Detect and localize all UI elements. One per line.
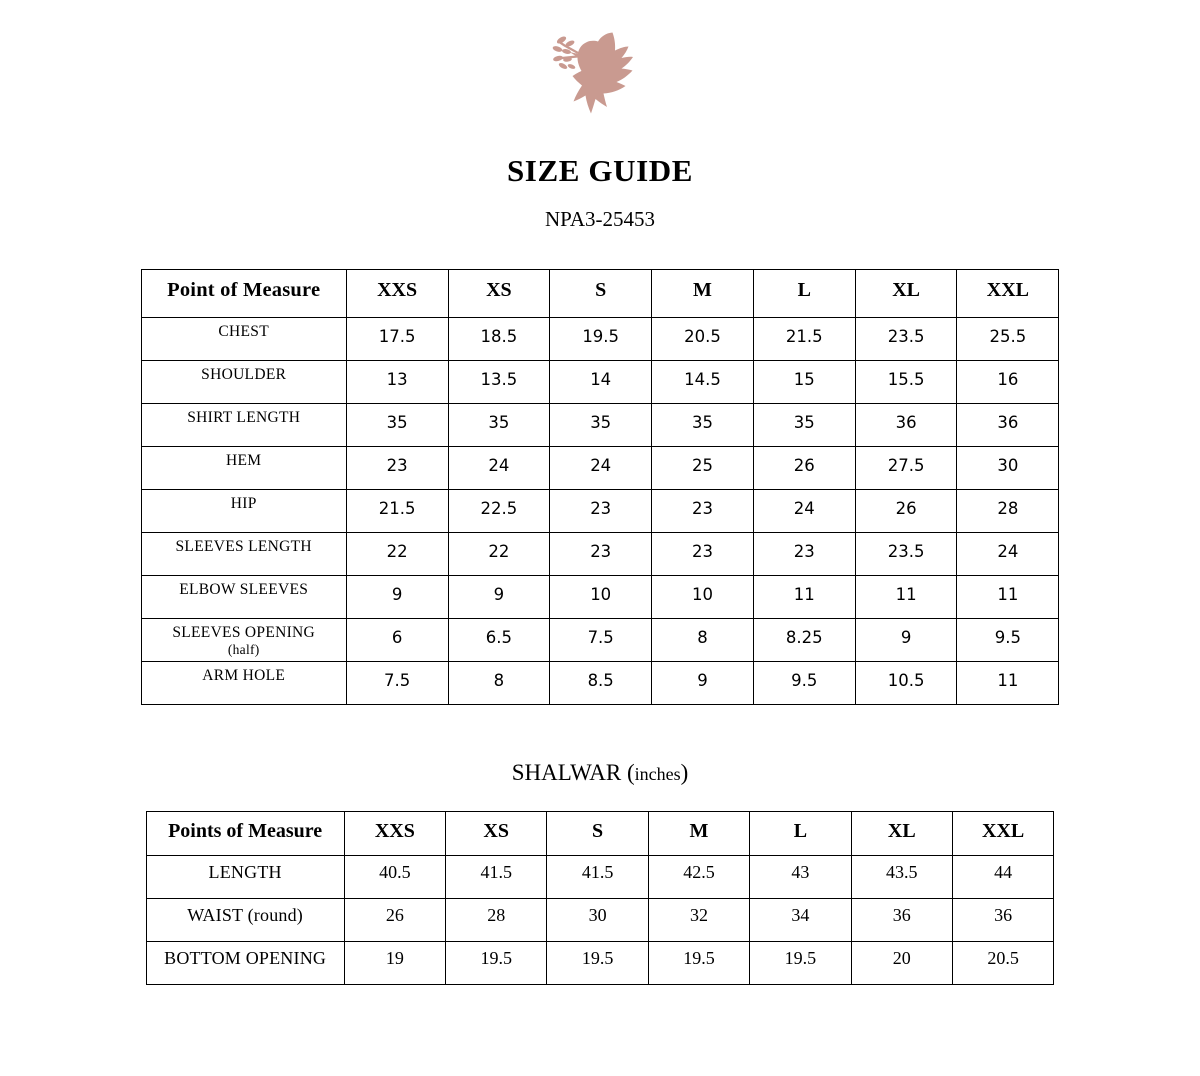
cell-value: 35 <box>346 404 448 447</box>
cell-value: 43 <box>750 856 851 899</box>
cell-value: 14 <box>550 361 652 404</box>
shalwar-header-m: M <box>648 812 749 856</box>
shirt-header-xs: XS <box>448 270 550 318</box>
cell-value: 19.5 <box>547 942 648 985</box>
cell-value: 10 <box>550 576 652 619</box>
shirt-measurements-table <box>141 269 1060 705</box>
cell-value: 28 <box>957 490 1059 533</box>
cell-value: 41.5 <box>446 856 547 899</box>
table-row <box>141 447 1059 490</box>
row-label: HIP <box>141 490 346 533</box>
cell-value: 28 <box>446 899 547 942</box>
cell-value: 19.5 <box>550 318 652 361</box>
cell-value: 36 <box>851 899 952 942</box>
cell-value: 36 <box>952 899 1053 942</box>
paren-close: ) <box>680 760 689 786</box>
shirt-header-point-of-measure: Point of Measure <box>141 270 346 318</box>
cell-value: 6.5 <box>448 619 550 662</box>
cell-value: 22 <box>346 533 448 576</box>
cell-value: 41.5 <box>547 856 648 899</box>
cell-value: 20.5 <box>952 942 1053 985</box>
shalwar-header-xxs: XXS <box>344 812 445 856</box>
shirt-header-l: L <box>753 270 855 318</box>
shirt-header-xxs: XXS <box>346 270 448 318</box>
cell-value: 9 <box>346 576 448 619</box>
cell-value: 24 <box>448 447 550 490</box>
row-label: BOTTOM OPENING <box>146 942 344 985</box>
cell-value: 22 <box>448 533 550 576</box>
cell-value: 18.5 <box>448 318 550 361</box>
cell-value: 13.5 <box>448 361 550 404</box>
table-row <box>141 662 1059 705</box>
cell-value: 13 <box>346 361 448 404</box>
cell-value: 26 <box>344 899 445 942</box>
cell-value: 36 <box>957 404 1059 447</box>
cell-value: 43.5 <box>851 856 952 899</box>
cell-value: 8 <box>652 619 754 662</box>
row-label: LENGTH <box>146 856 344 899</box>
cell-value: 11 <box>855 576 957 619</box>
shirt-table-area <box>0 231 1200 705</box>
cell-value: 36 <box>855 404 957 447</box>
shalwar-header-s: S <box>547 812 648 856</box>
shalwar-heading-main: SHALWAR <box>511 760 622 786</box>
dove-with-olive-branch-icon <box>548 24 652 120</box>
cell-value: 17.5 <box>346 318 448 361</box>
cell-value: 21.5 <box>346 490 448 533</box>
shalwar-measurements-table <box>146 811 1055 985</box>
cell-value: 42.5 <box>648 856 749 899</box>
cell-value: 24 <box>957 533 1059 576</box>
table-row <box>146 899 1054 942</box>
row-label: SHIRT LENGTH <box>141 404 346 447</box>
table-row <box>141 619 1059 662</box>
cell-value: 9.5 <box>753 662 855 705</box>
cell-value: 16 <box>957 361 1059 404</box>
table-row <box>141 318 1059 361</box>
cell-value: 7.5 <box>550 619 652 662</box>
row-label: SLEEVES LENGTH <box>141 533 346 576</box>
cell-value: 32 <box>648 899 749 942</box>
cell-value: 23 <box>346 447 448 490</box>
table-row <box>141 533 1059 576</box>
cell-value: 40.5 <box>344 856 445 899</box>
cell-value: 23 <box>550 533 652 576</box>
shirt-header-xl: XL <box>855 270 957 318</box>
cell-value: 25 <box>652 447 754 490</box>
table-row <box>141 361 1059 404</box>
cell-value: 21.5 <box>753 318 855 361</box>
shalwar-table-body <box>146 856 1054 985</box>
cell-value: 23 <box>550 490 652 533</box>
cell-value: 24 <box>753 490 855 533</box>
cell-value: 26 <box>753 447 855 490</box>
cell-value: 9 <box>652 662 754 705</box>
cell-value: 24 <box>550 447 652 490</box>
row-label-main: SLEEVES OPENING <box>172 624 316 642</box>
shirt-header-m: M <box>652 270 754 318</box>
brand-logo-area <box>0 0 1200 120</box>
cell-value: 11 <box>957 576 1059 619</box>
row-label: HEM <box>141 447 346 490</box>
cell-value: 19.5 <box>648 942 749 985</box>
cell-value: 8.25 <box>753 619 855 662</box>
cell-value: 35 <box>448 404 550 447</box>
cell-value: 10 <box>652 576 754 619</box>
shalwar-header-l: L <box>750 812 851 856</box>
cell-value: 23.5 <box>855 533 957 576</box>
shalwar-table-area <box>0 785 1200 985</box>
cell-value: 14.5 <box>652 361 754 404</box>
cell-value: 35 <box>550 404 652 447</box>
cell-value: 30 <box>957 447 1059 490</box>
cell-value: 15 <box>753 361 855 404</box>
cell-value: 44 <box>952 856 1053 899</box>
table-row <box>141 576 1059 619</box>
cell-value: 6 <box>346 619 448 662</box>
cell-value: 35 <box>753 404 855 447</box>
shirt-header-xxl: XXL <box>957 270 1059 318</box>
cell-value: 23.5 <box>855 318 957 361</box>
table-row <box>146 942 1054 985</box>
shalwar-header-xs: XS <box>446 812 547 856</box>
shalwar-heading-unit: inches <box>634 764 681 785</box>
cell-value: 35 <box>652 404 754 447</box>
cell-value: 34 <box>750 899 851 942</box>
logo-box <box>545 22 655 122</box>
cell-value: 9 <box>855 619 957 662</box>
shalwar-header-xl: XL <box>851 812 952 856</box>
cell-value: 23 <box>753 533 855 576</box>
cell-value: 9.5 <box>957 619 1059 662</box>
cell-value: 22.5 <box>448 490 550 533</box>
shalwar-header-points-of-measure: Points of Measure <box>146 812 344 856</box>
cell-value: 11 <box>957 662 1059 705</box>
cell-value: 19 <box>344 942 445 985</box>
cell-value: 15.5 <box>855 361 957 404</box>
cell-value: 23 <box>652 533 754 576</box>
cell-value: 20 <box>851 942 952 985</box>
row-label-sub: (half) <box>227 641 260 657</box>
style-code-label: NPA3-25453 <box>544 207 656 232</box>
cell-value: 27.5 <box>855 447 957 490</box>
cell-value: 10.5 <box>855 662 957 705</box>
row-label: ELBOW SLEEVES <box>141 576 346 619</box>
row-label: CHEST <box>141 318 346 361</box>
shirt-table-body <box>141 318 1059 705</box>
cell-value: 7.5 <box>346 662 448 705</box>
table-row <box>141 404 1059 447</box>
cell-value: 8.5 <box>550 662 652 705</box>
shalwar-header-xxl: XXL <box>952 812 1053 856</box>
row-label <box>141 619 346 662</box>
cell-value: 11 <box>753 576 855 619</box>
cell-value: 9 <box>448 576 550 619</box>
shirt-header-s: S <box>550 270 652 318</box>
cell-value: 19.5 <box>750 942 851 985</box>
cell-value: 23 <box>652 490 754 533</box>
shirt-table-header-row <box>141 270 1059 318</box>
cell-value: 20.5 <box>652 318 754 361</box>
row-label: WAIST (round) <box>146 899 344 942</box>
cell-value: 8 <box>448 662 550 705</box>
page-title: SIZE GUIDE <box>506 153 694 188</box>
shalwar-section-heading <box>0 760 1200 785</box>
cell-value: 26 <box>855 490 957 533</box>
table-row <box>146 856 1054 899</box>
row-label: ARM HOLE <box>141 662 346 705</box>
cell-value: 25.5 <box>957 318 1059 361</box>
shalwar-table-header-row <box>146 812 1054 856</box>
cell-value: 30 <box>547 899 648 942</box>
paren-open: ( <box>626 760 635 786</box>
cell-value: 19.5 <box>446 942 547 985</box>
table-row <box>141 490 1059 533</box>
row-label: SHOULDER <box>141 361 346 404</box>
